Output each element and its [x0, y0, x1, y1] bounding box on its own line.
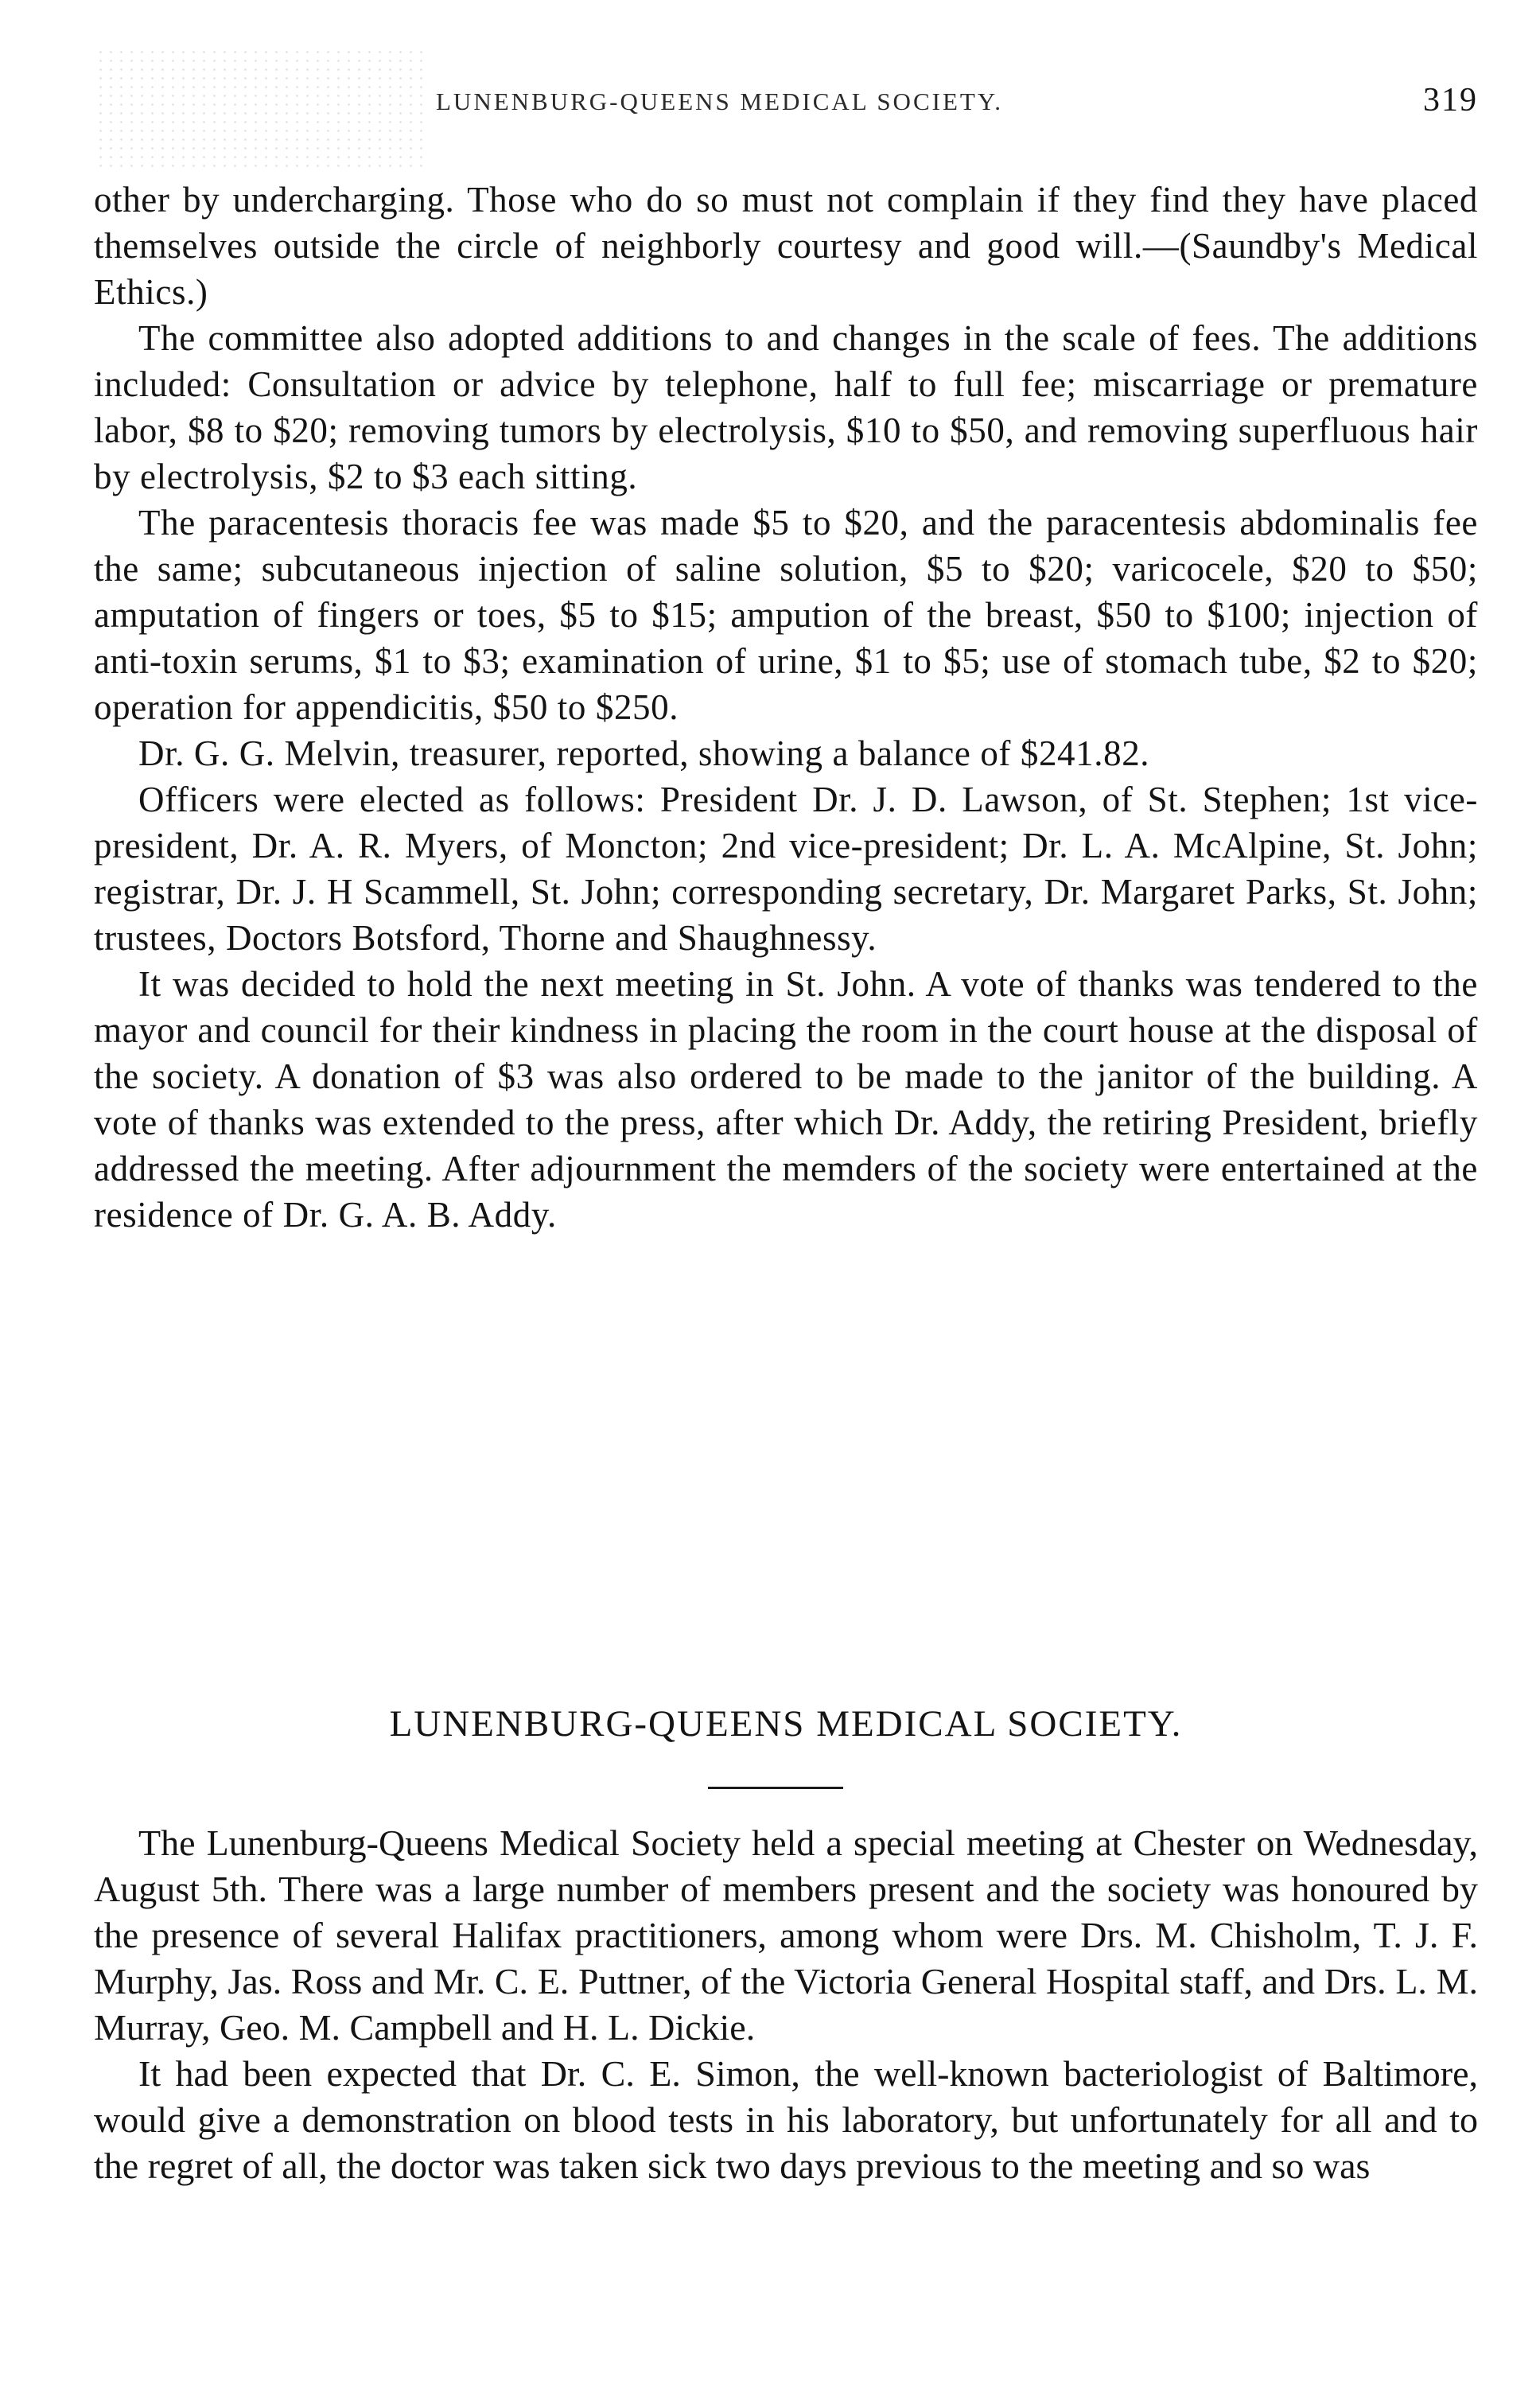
paragraph: other by undercharging. Those who do so must not complain if they find they have placed themselves outside the circle of neighborly courtesy and good will.—(Saundby's Medical Ethics.): [94, 180, 1478, 312]
paragraph: The paracentesis thoracis fee was made $5 to $20, and the paracentesis abdominalis fee the same; subcutaneous injection of saline solution, $5 to $20; varicocele, $20 to $50; amputation of fingers or toes, $5 to $15; ampution of the breast, $50 to $100; injection of anti-toxin serums, $1 to $3; examination of urine, $1 to $5; use of stomach tube, $2 to $20; operation for appendicitis, $50 to $250.: [94, 503, 1478, 727]
section-heading: LUNENBURG-QUEENS MEDICAL SOCIETY.: [389, 1703, 1183, 1745]
paragraph: The committee also adopted additions to and changes in the scale of fees. The additions included: Consultation or advice by telephone, half to full fee; miscarriage or premature labor, $8 to $20; removing tumors by electrolysis, $10 to $50, and removing superfluous hair by electrolysis, $2 to $3 each sitting.: [94, 318, 1478, 496]
previous-article-body: [94, 177, 1478, 1238]
paragraph: It had been expected that Dr. C. E. Simon, the well-known bacteriologist of Baltimore, would give a demonstration on blood tests in his laboratory, but unfortunately for all and to the regret of all, the doctor was taken sick two days previous to the meeting and so was: [94, 2053, 1478, 2186]
heading-rule: [708, 1787, 843, 1789]
article-body: [94, 1820, 1478, 2189]
running-title: LUNENBURG-QUEENS MEDICAL SOCIETY.: [436, 88, 1003, 115]
paragraph: Officers were elected as follows: President Dr. J. D. Lawson, of St. Stephen; 1st vice-president, Dr. A. R. Myers, of Moncton; 2nd vice-president; Dr. L. A. McAlpine, St. John; registrar, Dr. J. H Scammell, St. John; corresponding secretary, Dr. Margaret Parks, St. John; trustees, Doctors Botsford, Thorne and Shaughnessy.: [94, 780, 1478, 958]
page-number: 319: [1423, 82, 1478, 119]
paragraph: The Lunenburg-Queens Medical Society held a special meeting at Chester on Wednesday, August 5th. There was a large number of members present and the society was honoured by the presence of several Halifax practitioners, among whom were Drs. M. Chisholm, T. J. F. Murphy, Jas. Ross and Mr. C. E. Puttner, of the Victoria General Hospital staff, and Drs. L. M. Murray, Geo. M. Campbell and H. L. Dickie.: [94, 1822, 1478, 2048]
paragraph: It was decided to hold the next meeting in St. John. A vote of thanks was tendered to the mayor and council for their kindness in placing the room in the court house at the disposal of the society. A donation of $3 was also ordered to be made to the janitor of the building. A vote of thanks was extended to the press, after which Dr. Addy, the retiring President, briefly addressed the meeting. After adjournment the memders of the society were entertained at the residence of Dr. G. A. B. Addy.: [94, 964, 1478, 1235]
running-header: [94, 80, 1478, 135]
paragraph: Dr. G. G. Melvin, treasurer, reported, showing a balance of $241.82.: [138, 733, 1150, 773]
